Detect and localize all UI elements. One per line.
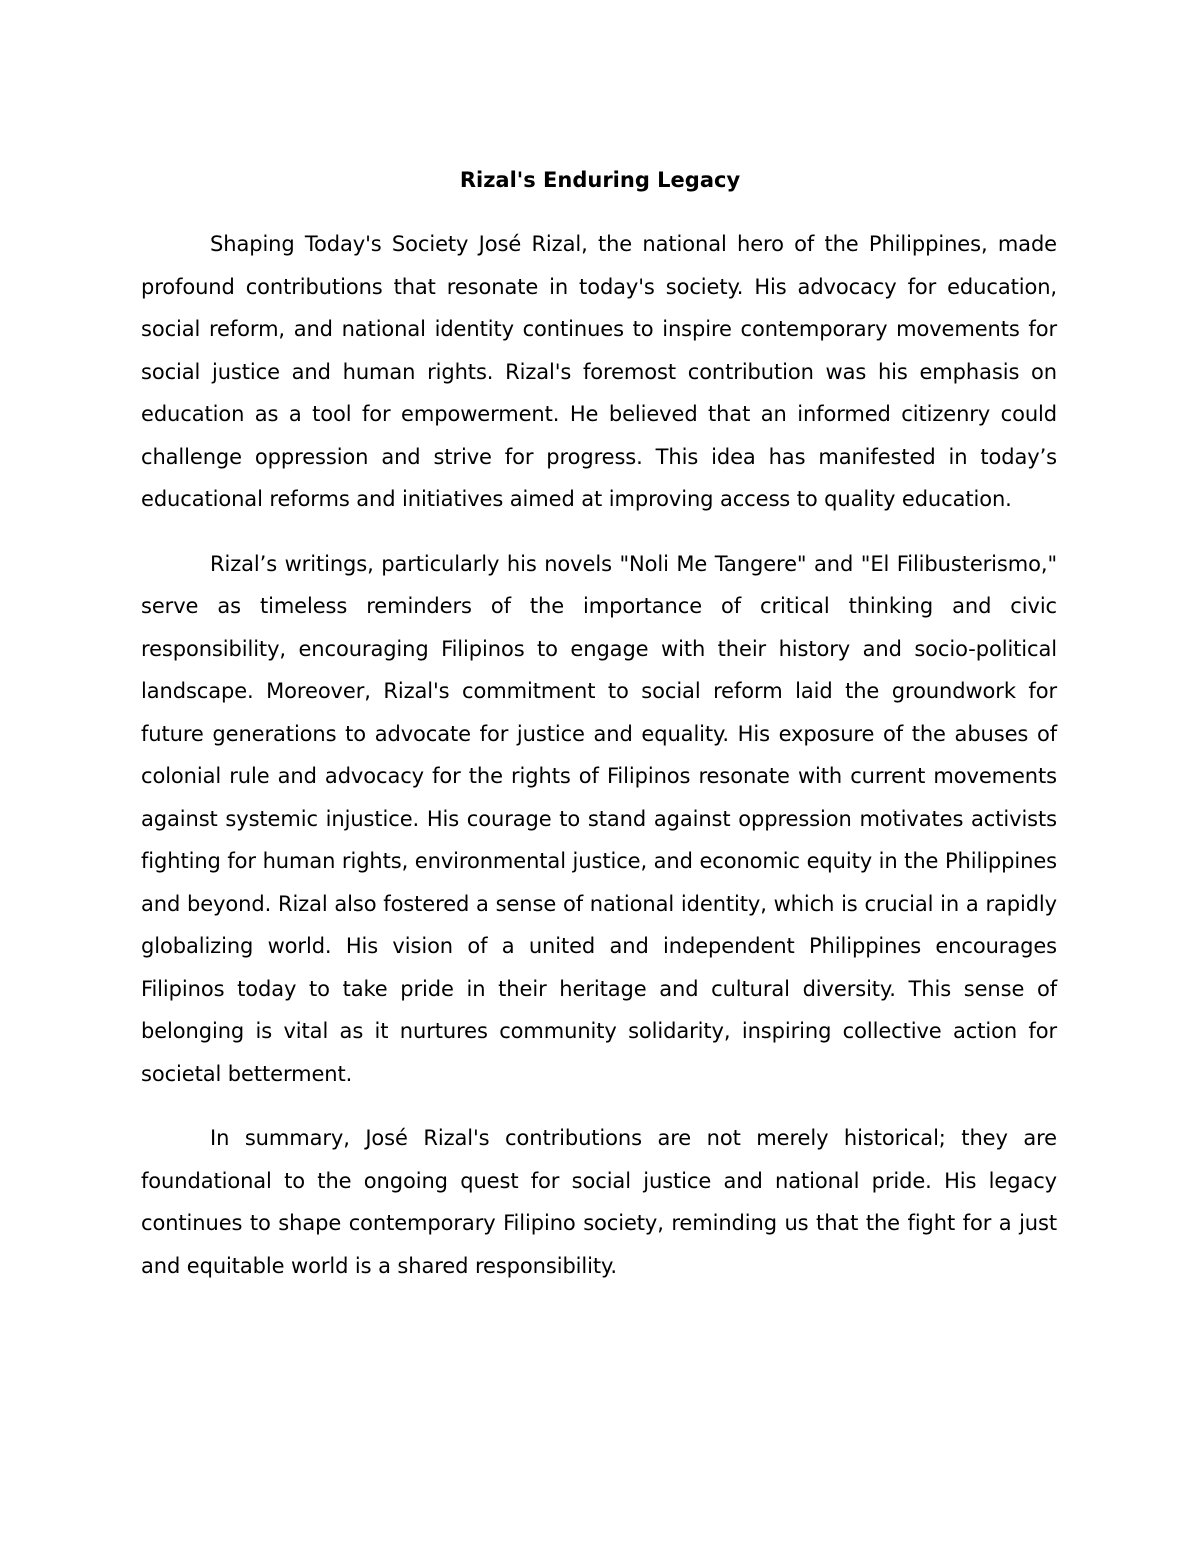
document-title: Rizal's Enduring Legacy	[459, 168, 741, 192]
paragraph-3: In summary, José Rizal's contributions are not merely historical; they are foundational to the ongoing quest for social justice and national pride. His legacy continues to shape contemporary Filipino society, reminding us that the fight for a just and equitable world is a shared responsibility.	[141, 1126, 1057, 1278]
paragraph-1: Shaping Today's Society José Rizal, the national hero of the Philippines, made profound contributions that resonate in today's society. His advocacy for education, social reform, and national identity continues to inspire contemporary movements for social justice and human rights. Rizal's foremost contribution was his emphasis on education as a tool for empowerment. He believed that an informed citizenry could challenge oppression and strive for progress. This idea has manifested in today’s educational reforms and initiatives aimed at improving access to quality education.	[141, 232, 1057, 511]
document-body	[141, 223, 1057, 1309]
paragraph-2: Rizal’s writings, particularly his novels "Noli Me Tangere" and "El Filibusterismo," serve as timeless reminders of the importance of critical thinking and civic responsibility, encouraging Filipinos to engage with their history and socio-political landscape. Moreover, Rizal's commitment to social reform laid the groundwork for future generations to advocate for justice and equality. His exposure of the abuses of colonial rule and advocacy for the rights of Filipinos resonate with current movements against systemic injustice. His courage to stand against oppression motivates activists fighting for human rights, environmental justice, and economic equity in the Philippines and beyond. Rizal also fostered a sense of national identity, which is crucial in a rapidly globalizing world. His vision of a united and independent Philippines encourages Filipinos today to take pride in their heritage and cultural diversity. This sense of belonging is vital as it nurtures community solidarity, inspiring collective action for societal betterment.	[141, 551, 1057, 1086]
